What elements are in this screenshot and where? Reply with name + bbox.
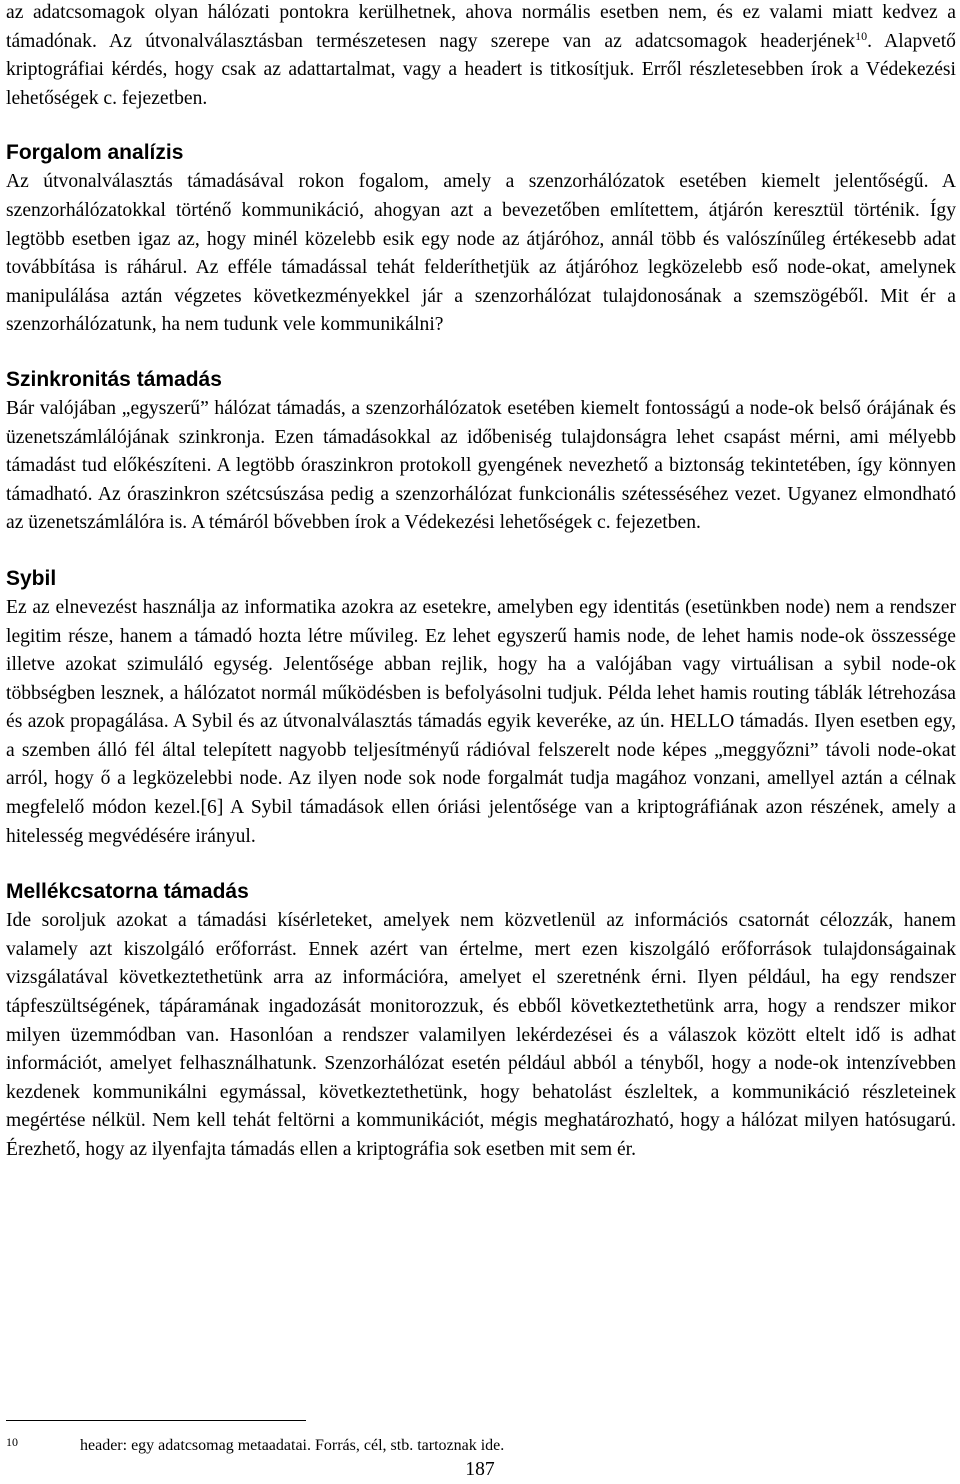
footnote-text: header: egy adatcsomag metaadatai. Forrás, cél, stb. tartoznak ide. <box>80 1437 505 1454</box>
footnote-number: 10 <box>6 1435 18 1449</box>
intro-text-part2: . Alapvető kriptográfiai kérdés, hogy csak az adattartalmat, vagy a headert is titkosítjuk. Erről részletesebben írok a Védekezési lehetőségek c. fejezetben. <box>6 30 956 109</box>
section-heading-mellekcsatorna: Mellékcsatorna támadás <box>6 880 249 904</box>
footnote-separator <box>6 1420 306 1421</box>
intro-text-part1: az adatcsomagok olyan hálózati pontokra kerülhetnek, ahova normális esetben nem, és ez valami miatt kedvez a támadónak. Az útvonalválasztásban természetesen nagy szerepe van az adatcsomagok headerjének <box>6 2 956 52</box>
intro-paragraph <box>6 0 956 113</box>
footnote-reference[interactable]: 10 <box>855 28 868 43</box>
section-text-szinkronitas: Bár valójában „egyszerű” hálózat támadás, a szenzorhálózatok esetében kiemelt fontosságú a node-ok belső órájának és üzenetszámlálójának szinkronja. Ezen támadásokkal az időbeniség tulajdonságra lehet csapást mérni, ami mélyebb támadást tud előkészíteni. A legtöbb óraszinkron protokoll gyengének nevezhető a biztonság tekintetében, így könnyen támadható. Az óraszinkron szétcsúszása pedig a szenzorhálózat funkcionális szétesséséhez vezet. Ugyanez elmondható az üzenetszámlálóra is. A témáról bővebben írok a Védekezési lehetőségek c. fejezetben. <box>6 397 956 534</box>
section-text-forgalom: Az útvonalválasztás támadásával rokon fogalom, amely a szenzorhálózatok esetében kiemelt jelentőségű. A szenzorhálózatokkal történő kommunikáció, ahogyan azt a bevezetőben említettem, átjárón keresztül történik. Így legtöbb esetben igaz az, hogy minél közelebb esik egy node az átjáróhoz, annál több és valószínűleg értékesebb adat továbbítása is ráhárul. Az efféle támadással tehát felderíthetjük az átjáróhoz legközelebb eső node-okat, amelynek manipulálása aztán végzetes következményekkel jár a szenzorhálózat tulajdonosának a szemszögéből. Mit ér a szenzorhálózatunk, ha nem tudunk vele kommunikálni? <box>6 171 956 336</box>
section-text-sybil: Ez az elnevezést használja az informatika azokra az esetekre, amelyben egy identitás (esetünkben node) nem a rendszer legitim része, hanem a támadó hozta létre művileg. Ez lehet egyszerű hamis node, de lehet hamis node-ok összessége illetve azokat szimuláló egység. Jelentősége abban rejlik, hogy ha a valójában vagy virtuálisan a sybil node-ok többségben lesznek, a hálózatot normál működésben is befolyásolni tudjuk. Példa lehet hamis routing táblák létrehozása és azok propagálása. A Sybil és az útvonalválasztás támadás egyik keveréke, az ún. HELLO támadás. Ilyen esetben egy, a szemben álló fél által telepített nagyobb teljesítményű rádióval felszerelt node képes „meggyőzni” távoli node-okat arról, hogy ő a legközelebbi node. Az ilyen node sok node forgalmát tudja magához vonzani, amellyel aztán a célnak megfelelő módon kezel.[6] A Sybil támadások ellen óriási jelentősége van a kriptográfiának azon részének, amely a hitelesség megvédésére irányul. <box>6 596 956 847</box>
section-heading-forgalom: Forgalom analízis <box>6 141 184 165</box>
section-text-mellekcsatorna: Ide soroljuk azokat a támadási kísérleteket, amelyek nem közvetlenül az információs csatornát célozzák, hanem valamely azt kiszolgáló erőforrást. Ennek azért van értelme, mert ezen kiszolgáló erőforrások tulajdonságainak vizsgálatával következtethetünk arra az információra, amelyet el szeretnénk érni. Ilyen például, ha egy rendszer tápfeszültségének, tápáramának ingadozását monitorozzuk, és ebből következtethetünk arra, hogy a rendszer mikor milyen üzemmódban van. Hasonlóan a rendszer valamilyen lekérdezései és a válaszok között eltelt idő is adhat információt, amelyet felhasználhatunk. Szenzorhálózat esetén például abból a tényből, hogy a node-ok intenzívebben kezdenek kommunikálni egymással, következtethetünk, hogy behatolást észleltek, a kommunikáció részleteinek megértése nélkül. Nem kell tehát feltörni a kommunikációt, mégis meghatározható, hogy a hálózat milyen hatósugarú. Érezhető, hogy az ilyenfajta támadás ellen a kriptográfia sok esetben mit sem ér. <box>6 910 956 1160</box>
document-page <box>6 0 956 1165</box>
section-heading-sybil: Sybil <box>6 566 57 590</box>
section-heading-szinkronitas: Szinkronitás támadás <box>6 367 222 391</box>
page-number: 187 <box>465 1459 495 1480</box>
